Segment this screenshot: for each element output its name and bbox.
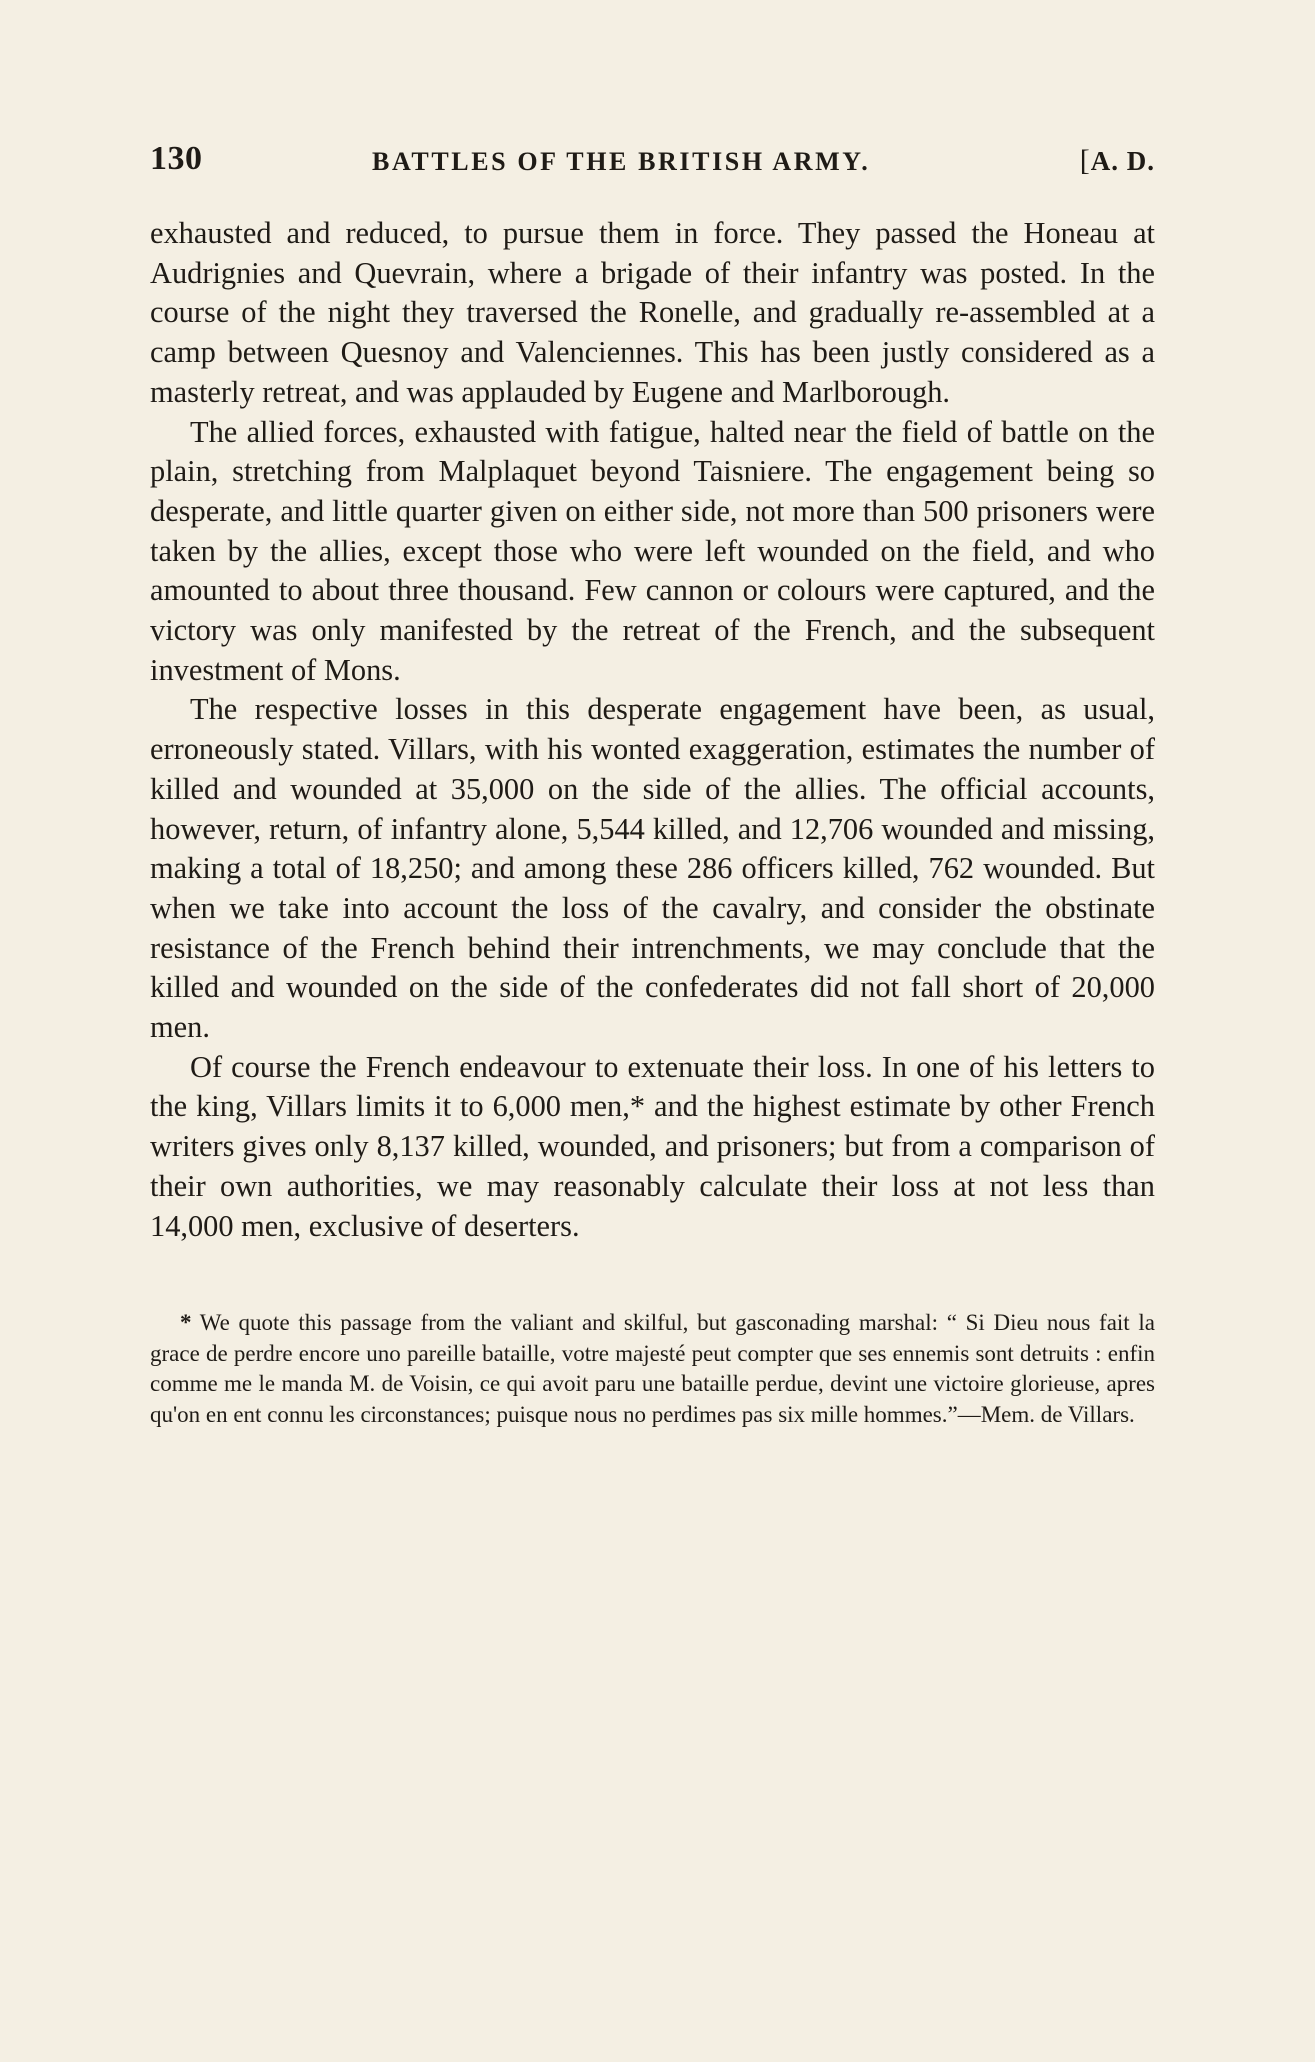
paragraph-french-losses: Of course the French endeavour to extenuate their loss. In one of his letters to the king, Villars limits it to 6,000 men,* and the highest estimate by other French writers gives only 8,137 killed, wounded, and prisoners; but from a comparison of their own authorities, we may reasonably calculate their loss at not less than 14,000 men, exclusive of deserters. — [150, 1049, 1155, 1243]
main-text — [150, 214, 1155, 1246]
running-title: BATTLES OF THE BRITISH ARMY. — [372, 147, 871, 176]
paragraph-continued: exhausted and reduced, to pursue them in force. They passed the Honeau at Audrignies and Quevrain, where a brigade of their infantry was posted. In the course of the night they traversed the Ronelle, and gradually re-assembled at a camp between Quesnoy and Valenciennes. This has been justly considered as a masterly retreat, and was applauded by Eugene and Marlborough. — [150, 216, 1155, 409]
book-page — [150, 140, 1155, 1430]
header-bracket: [ — [1079, 144, 1091, 177]
footnote-text: We quote this passage from the valiant and skilful, but gasconading marshal: “ Si Dieu nous fait la grace de perdre encore uno pareille bataille, votre majesté peut compter que ses ennemis sont detruits : enfin comme me le manda M. de Voisin, ce qui avoit paru une bataille perdue, devint une victoire glorieuse, apres qu'on en ent connu les circonstances; puisque nous no perdimes pas six mille hommes.”—Mem. de Villars. — [150, 1310, 1155, 1427]
date-marker — [1080, 144, 1155, 178]
date-label: A. D. — [1090, 146, 1155, 176]
paragraph-allied-forces: The allied forces, exhausted with fatigue, halted near the field of battle on the plain, stretching from Malplaquet beyond Taisniere. The engagement being so desperate, and little quarter given on either side, not more than 500 prisoners were taken by the allies, except those who were left wounded on the field, and who amounted to about three thousand. Few cannon or colours were captured, and the victory was only manifested by the retreat of the French, and the subsequent investment of Mons. — [150, 414, 1155, 687]
paragraph-respective-losses: The respective losses in this desperate engagement have been, as usual, erroneously stated. Villars, with his wonted exaggeration, estimates the number of killed and wounded at 35,000 on the side of the allies. The official accounts, however, return, of infantry alone, 5,544 killed, and 12,706 wounded and missing, making a total of 18,250; and among these 286 officers killed, 762 wounded. But when we take into account the loss of the cavalry, and consider the obstinate resistance of the French behind their intrenchments, we may conclude that the killed and wounded on the side of the confederates did not fall short of 20,000 men. — [150, 692, 1155, 1045]
footnote-text-block — [150, 1308, 1155, 1430]
page-header — [150, 140, 1155, 182]
page-number: 130 — [150, 140, 203, 177]
footnote-mark: * — [180, 1310, 192, 1336]
footnote — [150, 1308, 1155, 1430]
